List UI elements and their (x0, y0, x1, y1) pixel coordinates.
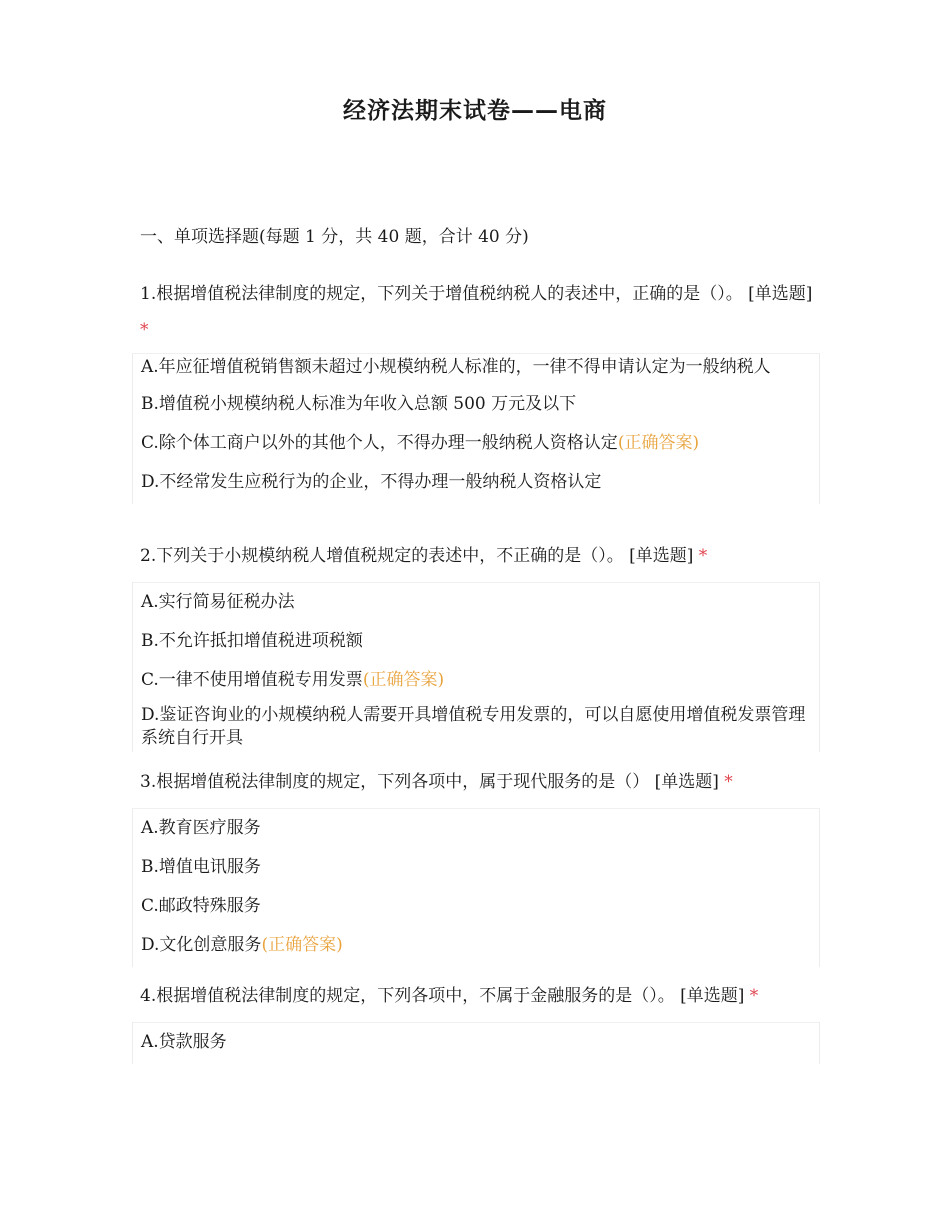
option-a[interactable] (141, 1023, 811, 1062)
option-text: B.增值电讯服务 (141, 857, 261, 877)
option-text: B.不允许抵扣增值税进项税额 (141, 631, 363, 651)
option-list (132, 353, 820, 504)
option-text: C.除个体工商户以外的其他个人，不得办理一般纳税人资格认定 (141, 433, 618, 453)
correct-answer-tag: (正确答案) (362, 670, 445, 690)
option-b[interactable] (141, 848, 811, 887)
question-text: 4.根据增值税法律制度的规定，下列各项中，不属于金融服务的是（）。 [单选题] (140, 986, 745, 1006)
option-text: D.鉴证咨询业的小规模纳税人需要开具增值税专用发票的，可以自愿使用增值税发票管理系统自行开具 (141, 705, 806, 748)
option-c[interactable] (141, 661, 811, 700)
option-c[interactable] (141, 887, 811, 926)
question-text: 2.下列关于小规模纳税人增值税规定的表述中，不正确的是（）。 [单选题] (140, 546, 694, 566)
question-stem (140, 538, 820, 574)
option-text: A.教育医疗服务 (141, 818, 261, 838)
question-1 (140, 276, 820, 504)
option-text: A.实行简易征税办法 (141, 592, 295, 612)
option-text: D.不经常发生应税行为的企业，不得办理一般纳税人资格认定 (141, 472, 602, 492)
required-mark: * (749, 986, 759, 1006)
option-b[interactable] (141, 622, 811, 661)
option-d[interactable] (141, 463, 811, 502)
option-list (132, 1022, 820, 1064)
option-text: C.邮政特殊服务 (141, 896, 261, 916)
option-text: A.贷款服务 (141, 1032, 227, 1052)
section-heading: 一、单项选择题(每题 1 分，共 40 题，合计 40 分) (140, 227, 529, 247)
question-stem (140, 978, 820, 1014)
required-mark: * (698, 546, 708, 566)
question-stem (140, 276, 820, 348)
question-text: 1.根据增值税法律制度的规定，下列关于增值税纳税人的表述中，正确的是（）。 [单选题] (140, 284, 813, 304)
option-c[interactable] (141, 424, 811, 463)
option-list (132, 808, 820, 967)
page-title: 经济法期末试卷——电商 (343, 98, 607, 124)
question-3 (140, 764, 820, 967)
option-a[interactable] (141, 354, 811, 385)
question-text: 3.根据增值税法律制度的规定，下列各项中，属于现代服务的是（） [单选题] (140, 772, 719, 792)
required-mark: * (140, 320, 149, 340)
correct-answer-tag: (正确答案) (617, 433, 700, 453)
option-d[interactable] (141, 700, 811, 750)
question-2 (140, 538, 820, 752)
question-stem (140, 764, 820, 800)
option-text: B.增值税小规模纳税人标准为年收入总额 500 万元及以下 (141, 394, 577, 414)
correct-answer-tag: (正确答案) (261, 935, 343, 955)
option-text: D.文化创意服务 (141, 935, 262, 955)
option-d[interactable] (141, 926, 811, 965)
option-b[interactable] (141, 385, 811, 424)
option-text: C.一律不使用增值税专用发票 (141, 670, 363, 690)
option-a[interactable] (141, 583, 811, 622)
option-list (132, 582, 820, 752)
option-text: A.年应征增值税销售额未超过小规模纳税人标准的，一律不得申请认定为一般纳税人 (141, 357, 771, 377)
question-4 (140, 978, 820, 1064)
option-a[interactable] (141, 809, 811, 848)
required-mark: * (724, 772, 733, 792)
